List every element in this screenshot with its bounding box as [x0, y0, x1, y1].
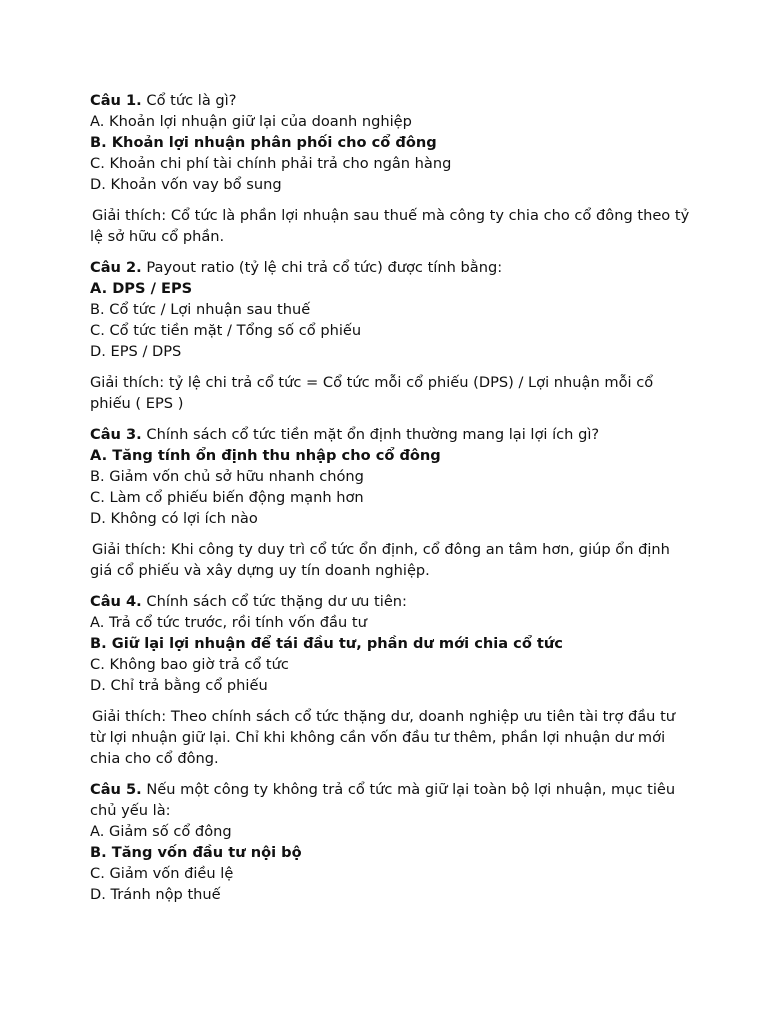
document-page	[90, 90, 690, 915]
question-text: Nếu một công ty không trả cổ tức mà giữ lại toàn bộ lợi nhuận, mục tiêu chủ yếu là:	[90, 781, 676, 819]
option-b-correct: B. Tăng vốn đầu tư nội bộ	[90, 844, 302, 861]
option-c: C. Giảm vốn điều lệ	[90, 865, 234, 882]
option-a-correct: A. DPS / EPS	[90, 280, 193, 297]
question-stem	[90, 779, 690, 821]
question-text: Cổ tức là gì?	[146, 92, 237, 109]
option-c: C. Cổ tức tiền mặt / Tổng số cổ phiếu	[90, 322, 362, 339]
question-stem	[90, 591, 690, 612]
question-3	[90, 424, 690, 581]
option-a: A. Trả cổ tức trước, rồi tính vốn đầu tư	[90, 614, 367, 631]
option-c: C. Làm cổ phiếu biến động mạnh hơn	[90, 489, 364, 506]
option-a-correct: A. Tăng tính ổn định thu nhập cho cổ đông	[90, 447, 441, 464]
question-stem	[90, 90, 690, 111]
option-d: D. Khoản vốn vay bổ sung	[90, 176, 282, 193]
option-b-correct: B. Giữ lại lợi nhuận để tái đầu tư, phần dư mới chia cổ tức	[90, 635, 563, 652]
question-text: Payout ratio (tỷ lệ chi trả cổ tức) được tính bằng:	[146, 259, 503, 276]
explanation: Giải thích: Cổ tức là phần lợi nhuận sau thuế mà công ty chia cho cổ đông theo tỷ lệ sở hữu cổ phần.	[90, 207, 690, 245]
question-stem	[90, 424, 690, 445]
option-b-correct: B. Khoản lợi nhuận phân phối cho cổ đông	[90, 134, 437, 151]
option-b: B. Cổ tức / Lợi nhuận sau thuế	[90, 301, 311, 318]
question-text: Chính sách cổ tức thặng dư ưu tiên:	[146, 593, 407, 610]
option-b: B. Giảm vốn chủ sở hữu nhanh chóng	[90, 468, 364, 485]
question-number: Câu 4.	[90, 593, 142, 610]
option-d: D. Tránh nộp thuế	[90, 886, 221, 903]
explanation: Giải thích: tỷ lệ chi trả cổ tức = Cổ tức mỗi cổ phiếu (DPS) / Lợi nhuận mỗi cổ phiếu ( EPS )	[90, 374, 654, 412]
option-d: D. Chỉ trả bằng cổ phiếu	[90, 677, 268, 694]
question-number: Câu 3.	[90, 426, 142, 443]
option-c: C. Khoản chi phí tài chính phải trả cho ngân hàng	[90, 155, 452, 172]
question-1	[90, 90, 690, 247]
question-4	[90, 591, 690, 769]
option-c: C. Không bao giờ trả cổ tức	[90, 656, 289, 673]
explanation: Giải thích: Khi công ty duy trì cổ tức ổn định, cổ đông an tâm hơn, giúp ổn định giá cổ phiếu và xây dựng uy tín doanh nghiệp.	[90, 541, 670, 579]
option-a: A. Giảm số cổ đông	[90, 823, 232, 840]
option-d: D. Không có lợi ích nào	[90, 510, 258, 527]
question-2	[90, 257, 690, 414]
question-number: Câu 5.	[90, 781, 142, 798]
question-5	[90, 779, 690, 905]
option-a: A. Khoản lợi nhuận giữ lại của doanh nghiệp	[90, 113, 412, 130]
question-number: Câu 2.	[90, 259, 142, 276]
question-number: Câu 1.	[90, 92, 142, 109]
explanation: Giải thích: Theo chính sách cổ tức thặng dư, doanh nghiệp ưu tiên tài trợ đầu tư từ lợi nhuận giữ lại. Chỉ khi không cần vốn đầu tư thêm, phần lợi nhuận dư mới chia cho cổ đông.	[90, 708, 676, 767]
question-text: Chính sách cổ tức tiền mặt ổn định thường mang lại lợi ích gì?	[146, 426, 600, 443]
option-d: D. EPS / DPS	[90, 343, 182, 360]
question-stem	[90, 257, 690, 278]
